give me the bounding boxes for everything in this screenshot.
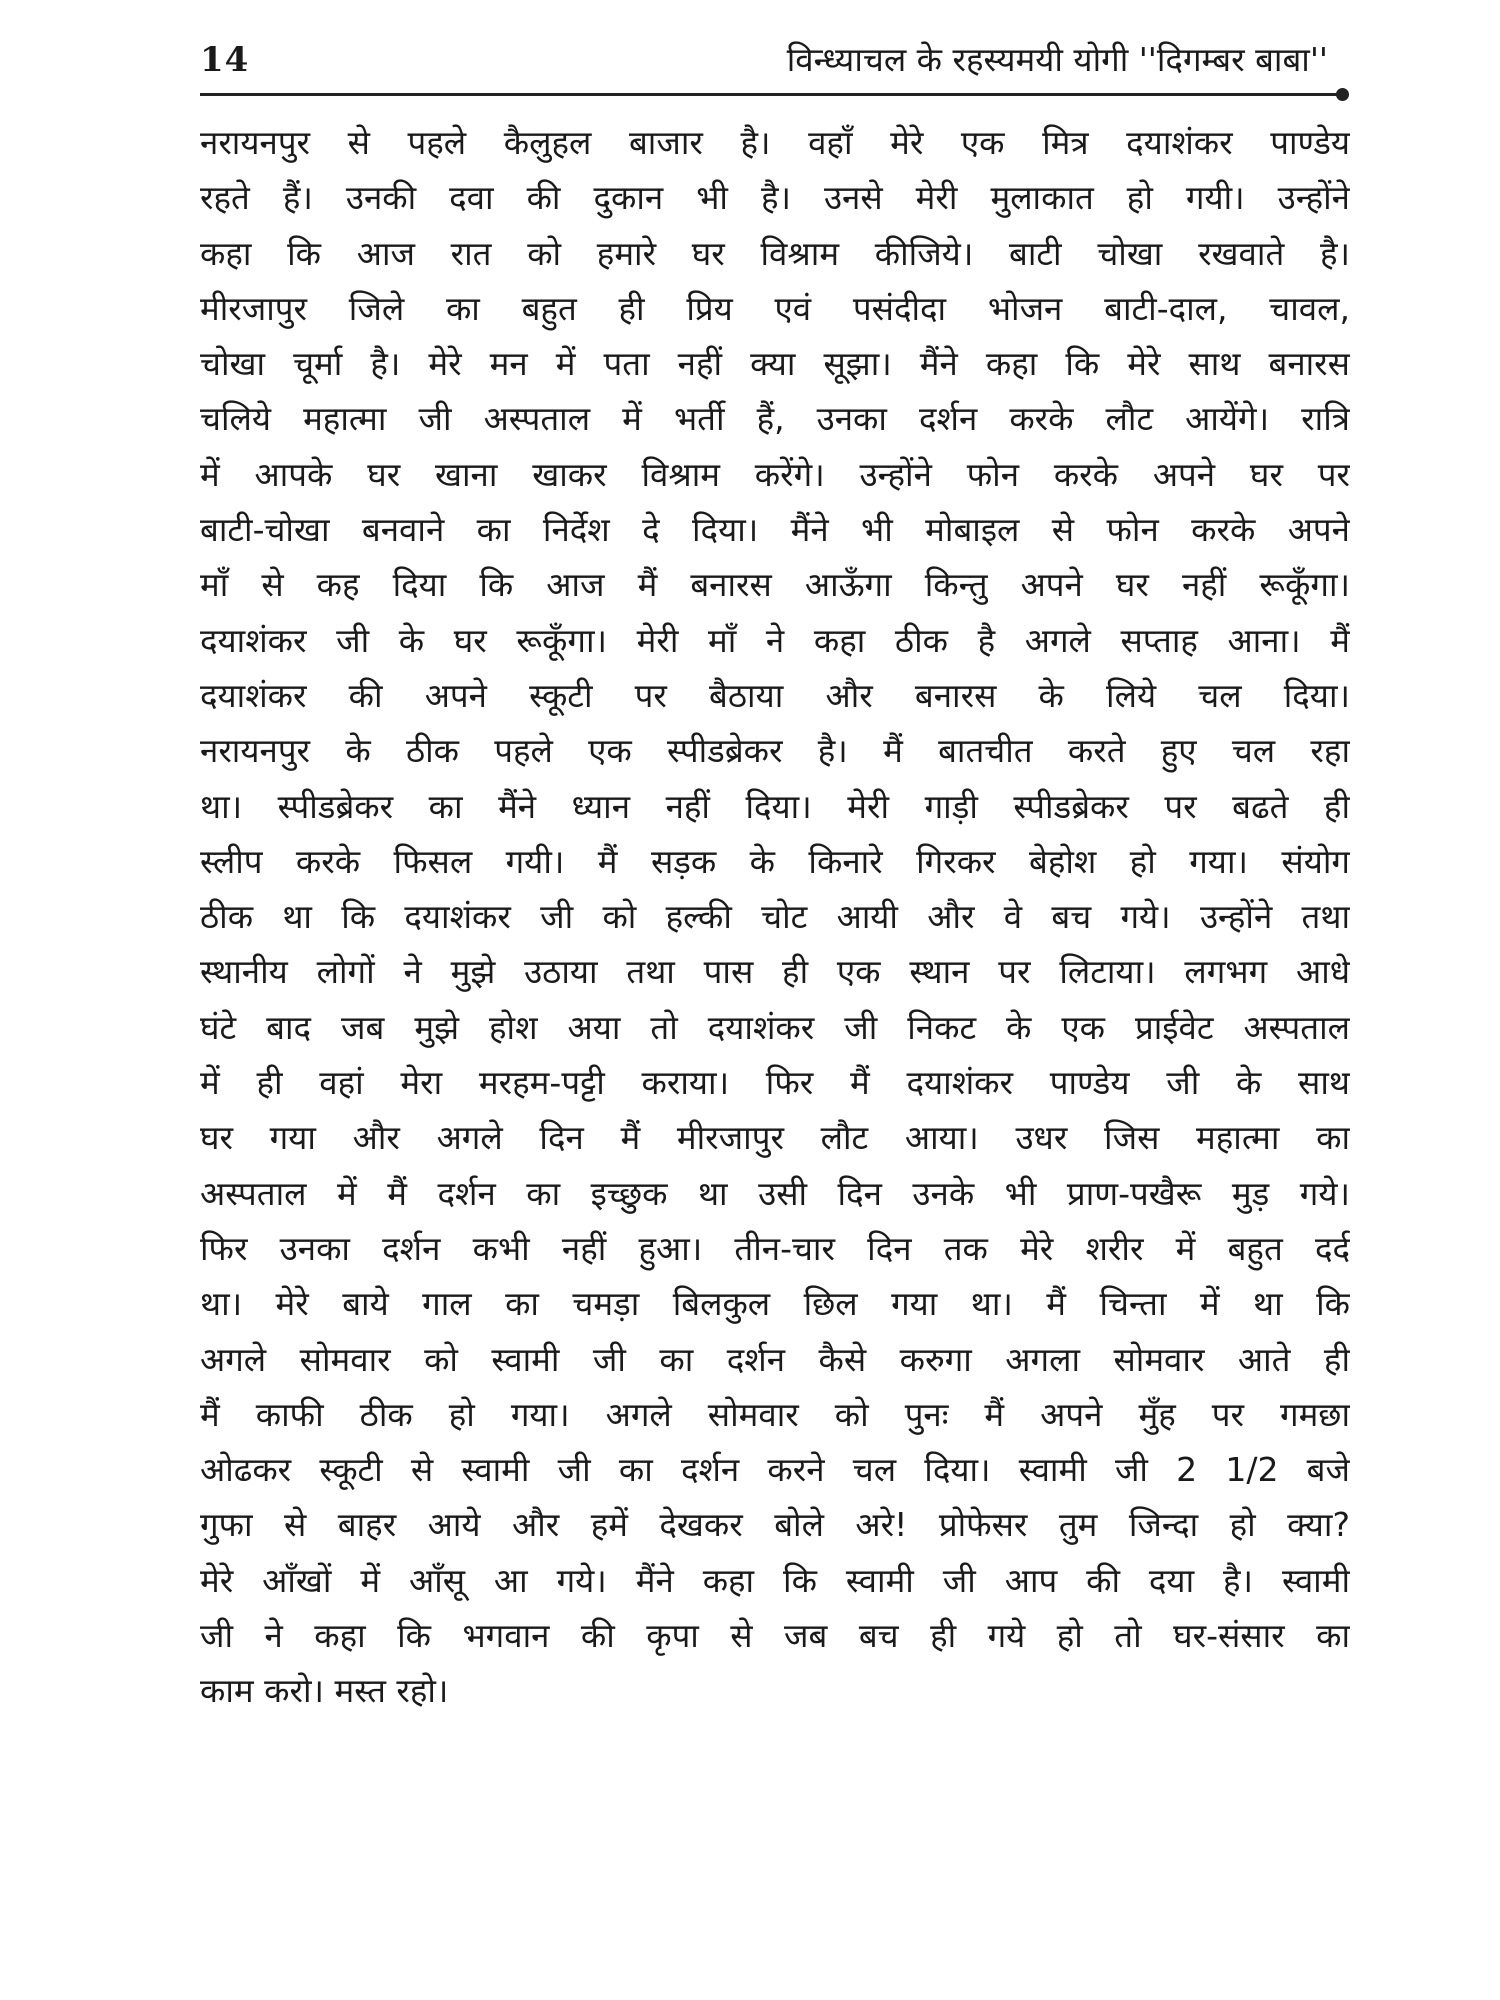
text-line: काम करो। मस्त रहो। xyxy=(200,1671,449,1711)
body-text xyxy=(200,115,1350,1719)
text-line: स्लीप करके फिसल गयी। मैं सड़क के किनारे गिरकर बेहोश हो गया। संयोग xyxy=(200,841,1350,881)
text-line: मीरजापुर जिले का बहुत ही प्रिय एवं पसंदीदा भोजन बाटी-दाल, चावल, xyxy=(200,288,1350,328)
text-line: अगले सोमवार को स्वामी जी का दर्शन कैसे करुगा अगला सोमवार आते ही xyxy=(200,1339,1350,1379)
text-line: बाटी-चोखा बनवाने का निर्देश दे दिया। मैंने भी मोबाइल से फोन करके अपने xyxy=(200,510,1350,550)
text-line: ओढकर स्कूटी से स्वामी जी का दर्शन करने चल दिया। स्वामी जी 2 1/2 बजे xyxy=(200,1450,1350,1490)
text-line: घंटे बाद जब मुझे होश अया तो दयाशंकर जी निकट के एक प्राईवेट अस्पताल xyxy=(200,1007,1350,1047)
text-line: जी ने कहा कि भगवान की कृपा से जब बच ही गये हो तो घर-संसार का xyxy=(200,1616,1350,1656)
page-number: 14 xyxy=(200,40,250,80)
text-line: था। स्पीडब्रेकर का मैंने ध्यान नहीं दिया। मेरी गाड़ी स्पीडब्रेकर पर बढते ही xyxy=(200,786,1350,826)
text-line: कहा कि आज रात को हमारे घर विश्राम कीजिये। बाटी चोखा रखवाते है। xyxy=(200,233,1350,273)
text-line: मैं काफी ठीक हो गया। अगले सोमवार को पुनः मैं अपने मुँह पर गमछा xyxy=(200,1394,1350,1434)
text-line: चलिये महात्मा जी अस्पताल में भर्ती हैं, उनका दर्शन करके लौट आयेंगे। रात्रि xyxy=(200,399,1350,439)
text-line: गुफा से बाहर आये और हमें देखकर बोले अरे! प्रोफेसर तुम जिन्दा हो क्या? xyxy=(200,1505,1350,1545)
text-line: नरायनपुर से पहले कैलुहल बाजार है। वहाँ मेरे एक मित्र दयाशंकर पाण्डेय xyxy=(200,123,1350,162)
text-line: चोखा चूर्मा है। मेरे मन में पता नहीं क्या सूझा। मैंने कहा कि मेरे साथ बनारस xyxy=(200,344,1350,384)
text-line: दयाशंकर जी के घर रूकूँगा। मेरी माँ ने कहा ठीक है अगले सप्ताह आना। मैं xyxy=(200,620,1350,660)
text-line: अस्पताल में मैं दर्शन का इच्छुक था उसी दिन उनके भी प्राण-पखैरू मुड़ गये। xyxy=(200,1173,1350,1213)
text-line: था। मेरे बाये गाल का चमड़ा बिलकुल छिल गया था। मैं चिन्ता में था कि xyxy=(200,1284,1350,1324)
text-line: दयाशंकर की अपने स्कूटी पर बैठाया और बनारस के लिये चल दिया। xyxy=(200,675,1350,715)
text-line: माँ से कह दिया कि आज मैं बनारस आऊँगा किन्तु अपने घर नहीं रूकूँगा। xyxy=(200,565,1350,605)
page-header xyxy=(200,36,1350,96)
text-line: ठीक था कि दयाशंकर जी को हल्की चोट आयी और वे बच गये। उन्होंने तथा xyxy=(200,897,1350,937)
running-title: विन्ध्याचल के रहस्यमयी योगी ''दिगम्बर बाबा'' xyxy=(786,40,1328,79)
text-line: नरायनपुर के ठीक पहले एक स्पीडब्रेकर है। मैं बातचीत करते हुए चल रहा xyxy=(200,731,1350,771)
text-line: में आपके घर खाना खाकर विश्राम करेंगे। उन्होंने फोन करके अपने घर पर xyxy=(200,454,1350,494)
header-rule xyxy=(200,93,1342,96)
text-line: मेरे आँखों में आँसू आ गये। मैंने कहा कि स्वामी जी आप की दया है। स्वामी xyxy=(200,1560,1350,1600)
text-line: में ही वहां मेरा मरहम-पट्टी कराया। फिर मैं दयाशंकर पाण्डेय जी के साथ xyxy=(200,1063,1350,1103)
header-rule-dot xyxy=(1336,88,1349,101)
text-line: स्थानीय लोगों ने मुझे उठाया तथा पास ही एक स्थान पर लिटाया। लगभग आधे xyxy=(200,952,1350,992)
text-line: फिर उनका दर्शन कभी नहीं हुआ। तीन-चार दिन तक मेरे शरीर में बहुत दर्द xyxy=(200,1228,1350,1268)
text-line: रहते हैं। उनकी दवा की दुकान भी है। उनसे मेरी मुलाकात हो गयी। उन्होंने xyxy=(200,178,1350,218)
text-line: घर गया और अगले दिन मैं मीरजापुर लौट आया। उधर जिस महात्मा का xyxy=(200,1118,1350,1158)
